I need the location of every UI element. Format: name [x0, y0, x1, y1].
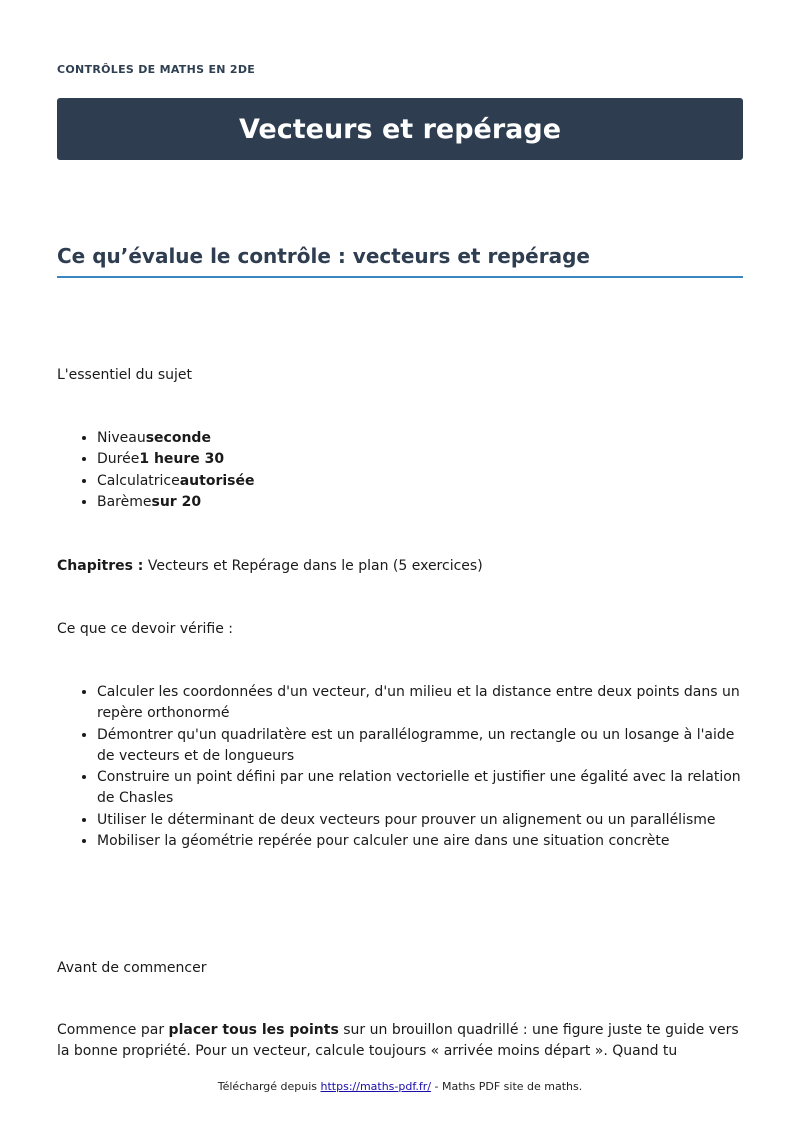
commence-after: sur un brouillon quadrillé : une figure juste te guide vers la bonne propriété. Pour un vecteur, calcule toujours « arrivée moins départ ». Quand tu	[57, 1022, 739, 1059]
essentiel-label: L'essentiel du sujet	[57, 367, 193, 383]
avant-label: Avant de commencer	[57, 960, 207, 976]
checks-list	[57, 682, 743, 852]
page-title: Vecteurs et repérage	[238, 113, 562, 145]
fact-label: Barème	[97, 493, 152, 510]
fact-label: Niveau	[97, 430, 146, 446]
fact-item-duree	[97, 449, 743, 470]
fact-value: sur 20	[151, 493, 202, 510]
title-banner	[57, 98, 743, 160]
fact-value: 1 heure 30	[139, 451, 225, 468]
fact-label: Calculatrice	[97, 472, 180, 489]
fact-item-calculatrice	[97, 471, 743, 492]
check-item: • Calculer les coordonnées d'un vecteur, d'un milieu et la distance entre deux points dans un repère orthonormé	[97, 682, 743, 725]
commence-before: Commence par	[57, 1022, 169, 1038]
chapitres-line	[57, 556, 483, 577]
fact-value: seconde	[145, 430, 211, 446]
fact-label: Durée	[97, 451, 140, 468]
fact-value: autorisée	[179, 472, 255, 489]
page-footer	[0, 1080, 800, 1093]
check-item: • Construire un point défini par une relation vectorielle et justifier une égalité avec la relation de Chasles	[97, 767, 743, 810]
footer-after: - Maths PDF site de maths.	[431, 1080, 583, 1093]
fact-item-bareme	[97, 492, 743, 513]
commence-bold: placer tous les points	[168, 1022, 339, 1038]
footer-before: Téléchargé depuis	[217, 1080, 321, 1093]
chapitres-text: Vecteurs et Repérage dans le plan (5 exercices)	[143, 558, 483, 574]
commence-paragraph	[57, 1020, 743, 1062]
check-item: • Utiliser le déterminant de deux vecteurs pour prouver un alignement ou un parallélisme	[97, 810, 743, 831]
check-item: • Démontrer qu'un quadrilatère est un parallélogramme, un rectangle ou un losange à l'aide de vecteurs et de longueurs	[97, 725, 743, 768]
fact-item-niveau	[97, 428, 743, 449]
section-title: Ce qu’évalue le contrôle : vecteurs et repérage	[57, 244, 743, 278]
check-item: • Mobiliser la géométrie repérée pour calculer une aire dans une situation concrète	[97, 831, 743, 852]
footer-link[interactable]: https://maths-pdf.fr/	[320, 1080, 432, 1093]
page-kicker: CONTRÔLES DE MATHS EN 2DE	[57, 63, 256, 76]
facts-list	[57, 428, 743, 513]
verifie-label: Ce que ce devoir vérifie :	[57, 621, 234, 637]
chapitres-label: Chapitres :	[57, 558, 144, 574]
